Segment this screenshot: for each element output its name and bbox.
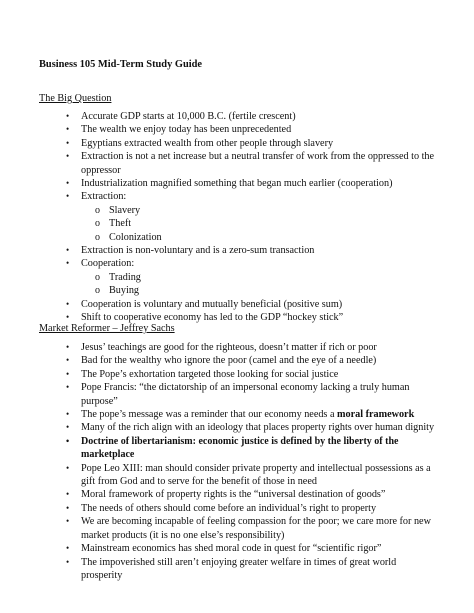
list-item: • Extraction is non-voluntary and is a zero-sum transaction	[66, 245, 315, 257]
emphasis-text: moral framework	[337, 409, 415, 421]
bullet-icon: •	[66, 435, 70, 446]
sub-bullet-icon: o	[95, 204, 100, 216]
bullet-icon: •	[66, 124, 70, 135]
list-item: • Shift to cooperative economy has led to the GDP “hockey stick”	[66, 312, 344, 324]
list-item: • Mainstream economics has shed moral code in quest for “scientific rigor”	[66, 543, 382, 555]
list-item: • The Pope’s exhortation targeted those looking for social justice	[66, 368, 339, 380]
bullet-icon: •	[66, 258, 70, 269]
list-item: • We are becoming incapable of feeling compassion for the poor; we care more for new market products (it is no one else’s responsibility)	[66, 516, 431, 541]
bullet-icon: •	[66, 312, 70, 323]
list-item: • Bad for the wealthy who ignore the poor (camel and the eye of a needle)	[66, 355, 377, 367]
bullet-icon: •	[66, 368, 70, 379]
document-title: Business 105 Mid-Term Study Guide	[39, 59, 203, 70]
bullet-icon: •	[66, 355, 70, 366]
sub-list-item: o Slavery	[95, 204, 141, 216]
market-reformer-list	[39, 341, 439, 582]
bullet-icon: •	[66, 298, 70, 309]
list-item: • Jesus’ teachings are good for the righteous, doesn’t matter if rich or poor	[66, 342, 377, 353]
bullet-icon: •	[66, 462, 70, 473]
sub-bullet-icon: o	[95, 285, 100, 297]
bullet-icon: •	[66, 556, 70, 567]
bullet-icon: •	[66, 151, 70, 162]
sub-bullet-icon: o	[95, 218, 100, 230]
bullet-icon: •	[66, 245, 70, 256]
list-item: • Pope Leo XIII: man should consider private property and intellectual possessions as a gift from God and to serve for the benefit of those in need	[66, 462, 431, 488]
section-heading-big-question: The Big Question	[39, 93, 112, 104]
list-item: • The impoverished still aren’t enjoying greater welfare in times of great world prosperity	[66, 556, 397, 581]
sub-list-item: o Buying	[95, 285, 140, 297]
list-item: • Cooperation is voluntary and mutually beneficial (positive sum)	[66, 298, 343, 310]
sub-list-item: o Trading	[95, 271, 141, 283]
list-item: • Doctrine of libertarianism: economic justice is defined by the liberty of the marketplace	[66, 435, 399, 461]
bullet-icon: •	[66, 382, 70, 393]
bullet-icon: •	[66, 409, 70, 420]
list-item: • Many of the rich align with an ideology that places property rights over human dignity	[66, 422, 435, 434]
list-item: • Extraction is not a net increase but a neutral transfer of work from the oppressed to the oppressor	[66, 151, 435, 176]
list-item: • Pope Francis: “the dictatorship of an impersonal economy lacking a truly human purpose”	[66, 382, 410, 407]
bullet-icon: •	[66, 178, 70, 189]
sub-bullet-icon: o	[95, 271, 100, 283]
bullet-icon: •	[66, 543, 70, 554]
list-item: • Moral framework of property rights is the “universal destination of goods”	[66, 489, 386, 501]
sub-list-item: o Theft	[95, 218, 132, 230]
list-item: • Egyptians extracted wealth from other people through slavery	[66, 137, 334, 149]
bullet-icon: •	[66, 502, 70, 513]
bullet-icon: •	[66, 111, 70, 121]
bullet-icon: •	[66, 516, 70, 527]
section-heading-market-reformer: Market Reformer – Jeffrey Sachs	[39, 323, 175, 334]
list-item: • The pope’s message was a reminder that our economy needs a moral framework	[66, 409, 415, 421]
bullet-icon: •	[66, 489, 70, 500]
bullet-icon: •	[66, 137, 70, 148]
big-question-list	[39, 110, 439, 325]
sub-bullet-icon: o	[95, 231, 100, 243]
bullet-icon: •	[66, 342, 70, 352]
sub-list-item: o Colonization	[95, 231, 162, 243]
bullet-icon: •	[66, 422, 70, 433]
list-item: • Cooperation:	[66, 258, 135, 270]
list-item: • The wealth we enjoy today has been unprecedented	[66, 124, 292, 136]
list-item: • The needs of others should come before an individual’s right to property	[66, 502, 377, 514]
list-item: • Industrialization magnified something that began much earlier (cooperation)	[66, 178, 393, 190]
list-item: • Extraction:	[66, 191, 127, 203]
bullet-icon: •	[66, 191, 70, 202]
list-item: • Accurate GDP starts at 10,000 B.C. (fertile crescent)	[66, 111, 296, 122]
